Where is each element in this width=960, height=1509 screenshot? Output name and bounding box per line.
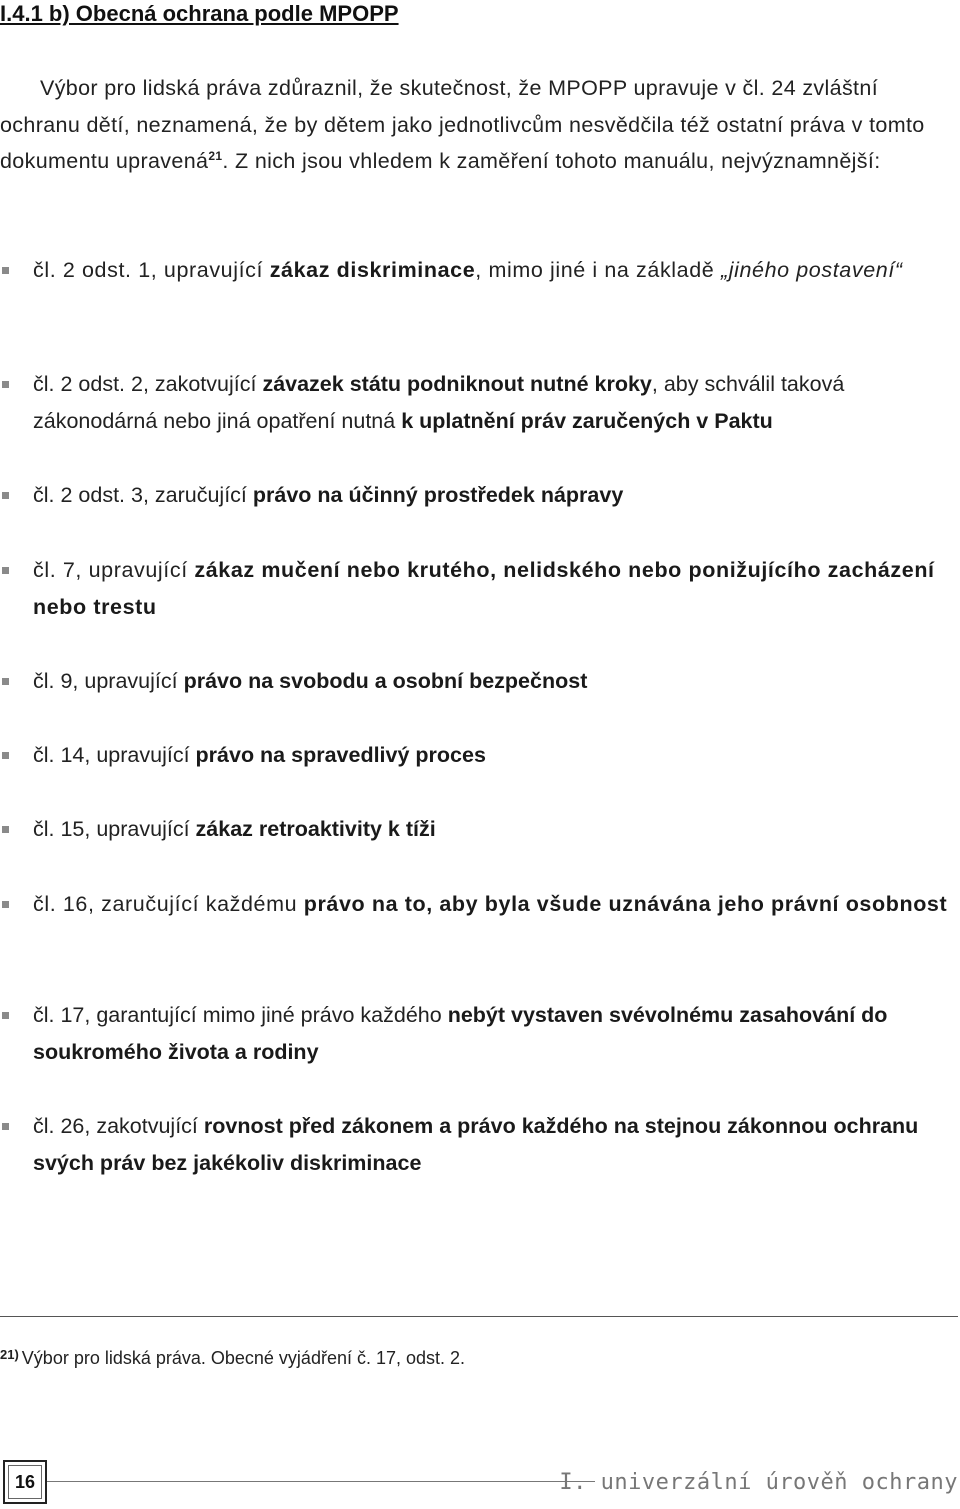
bullet-icon: [2, 267, 9, 274]
list-item: [0, 811, 958, 848]
list-item-text: čl. 2 odst. 1, upravující zákaz diskriminace, mimo jiné i na základě „jiného postavení“: [33, 258, 903, 282]
footnote: [0, 1342, 465, 1371]
list-item-text: čl. 16, zaručující každému právo na to, aby byla všude uznávána jeho právní osobnost: [33, 892, 948, 916]
intro-text-before: Výbor pro lidská práva zdůraznil, že skutečnost, že MPOPP upravuje v čl. 24 zvláštní ochranu dětí, neznamená, že by dětem jako jednotlivcům nesvědčila též ostatní práva v tomto dokumentu upravená: [0, 76, 925, 173]
list-item: [0, 477, 958, 514]
list-item-text: čl. 15, upravující zákaz retroaktivity k tíži: [33, 817, 436, 841]
list-item-text: čl. 2 odst. 3, zaručující právo na účinný prostředek nápravy: [33, 483, 624, 507]
bullet-icon: [2, 381, 9, 388]
list-item: [0, 886, 958, 923]
section-heading: I.4.1 b) Obecná ochrana podle MPOPP: [0, 1, 399, 26]
bullet-icon: [2, 1123, 9, 1130]
list-item-text: čl. 17, garantující mimo jiné právo každého nebýt vystaven svévolnému zasahování do soukromého života a rodiny: [33, 1003, 888, 1064]
footnote-divider: [0, 1316, 958, 1317]
bullet-icon: [2, 752, 9, 759]
bullet-icon: [2, 901, 9, 908]
list-item-text: čl. 9, upravující právo na svobodu a osobní bezpečnost: [33, 669, 588, 693]
intro-paragraph: [0, 70, 958, 180]
footnote-reference[interactable]: 21: [208, 149, 223, 163]
footnote-mark: 21): [0, 1347, 19, 1362]
bullet-icon: [2, 492, 9, 499]
running-footer-label: I. univerzální úrověň ochrany: [559, 1470, 958, 1495]
list-item: [0, 252, 958, 289]
bullet-icon: [2, 678, 9, 685]
list-item: [0, 737, 958, 774]
list-item: [0, 997, 958, 1071]
list-item: [0, 552, 958, 626]
list-item: [0, 663, 958, 700]
list-item-text: čl. 7, upravující zákaz mučení nebo krutého, nelidského nebo ponižujícího zacházení nebo trestu: [33, 558, 935, 619]
page-number: 16: [14, 1472, 36, 1492]
list-item-text: čl. 14, upravující právo na spravedlivý proces: [33, 743, 486, 767]
intro-text-after: . Z nich jsou vhledem k zaměření tohoto manuálu, nejvýznamnější:: [222, 149, 881, 173]
page-number-box: [3, 1460, 47, 1504]
bullet-icon: [2, 567, 9, 574]
bullet-icon: [2, 1012, 9, 1019]
list-item: [0, 366, 958, 440]
list-item-text: čl. 2 odst. 2, zakotvující závazek státu podniknout nutné kroky, aby schválil taková zákonodárná nebo jiná opatření nutná k uplatnění práv zaručených v Paktu: [33, 372, 845, 433]
footer-line: [47, 1481, 595, 1482]
list-item: [0, 1108, 958, 1182]
bullet-icon: [2, 826, 9, 833]
list-item-text: čl. 26, zakotvující rovnost před zákonem a právo každého na stejnou zákonnou ochranu svých práv bez jakékoliv diskriminace: [33, 1114, 919, 1175]
footnote-text: Výbor pro lidská práva. Obecné vyjádření č. 17, odst. 2.: [21, 1348, 466, 1368]
